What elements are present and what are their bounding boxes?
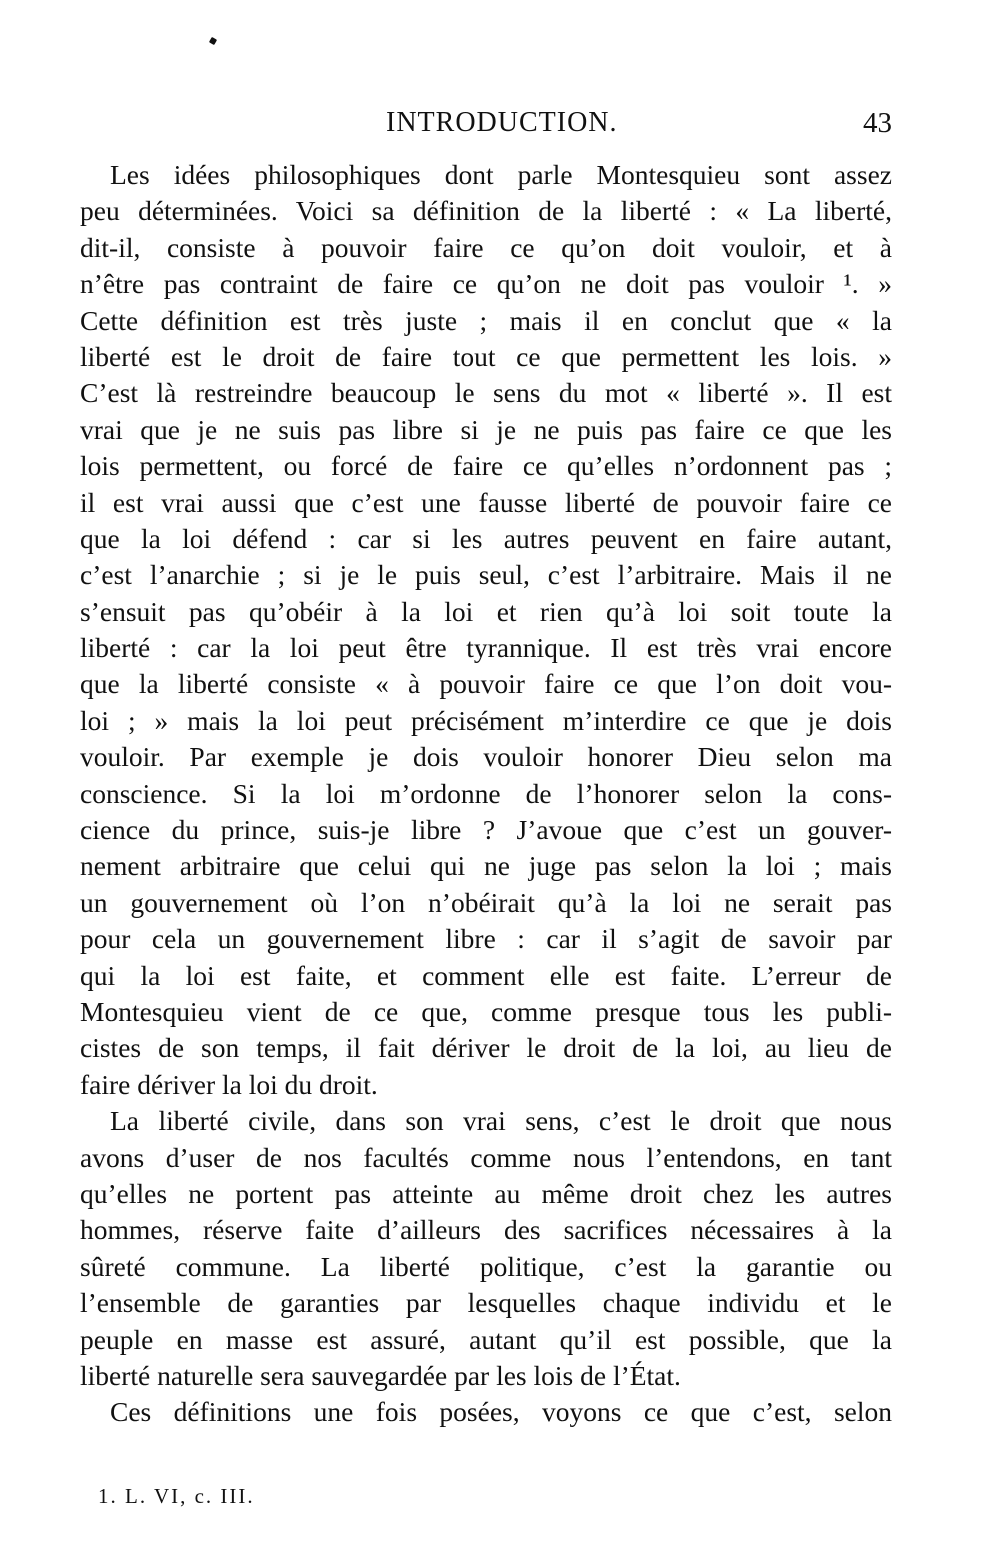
text-line: avons d’user de nos facultés comme nous l’entendons, en tant: [80, 1141, 892, 1173]
text-line: vrai que je ne suis pas libre si je ne puis pas faire ce que les: [80, 413, 892, 445]
text-line: qu’elles ne portent pas atteinte au même droit chez les autres: [80, 1177, 892, 1209]
text-line: Montesquieu vient de ce que, comme presque tous les publi-: [80, 995, 892, 1027]
text-line: C’est là restreindre beaucoup le sens du mot « liberté ». Il est: [80, 377, 892, 409]
text-line: pour cela un gouvernement libre : car il s’agit de savoir par: [80, 923, 892, 955]
text-line: La liberté civile, dans son vrai sens, c’est le droit que nous: [110, 1105, 892, 1137]
text-line: cience du prince, suis-je libre ? J’avoue que c’est un gouver-: [80, 814, 892, 846]
ink-speck: [209, 37, 217, 45]
text-line: que la loi défend : car si les autres peuvent en faire autant,: [80, 522, 892, 554]
text-line: s’ensuit pas qu’obéir à la loi et rien qu’à loi soit toute la: [80, 595, 892, 627]
footnote: 1. L. VI, c. III.: [98, 1484, 255, 1508]
text-line: n’être pas contraint de faire ce qu’on ne doit pas vouloir ¹. »: [80, 268, 892, 300]
page-header: [80, 107, 892, 147]
text-line: Cette définition est très juste ; mais il en conclut que « la: [80, 304, 892, 336]
text-line: il est vrai aussi que c’est une fausse liberté de pouvoir faire ce: [80, 486, 892, 518]
text-line: c’est l’anarchie ; si je le puis seul, c’est l’arbitraire. Mais il ne: [80, 559, 892, 591]
text-line: Ces définitions une fois posées, voyons ce que c’est, selon: [110, 1396, 892, 1428]
page-number: 43: [863, 107, 892, 139]
text-line: qui la loi est faite, et comment elle est faite. L’erreur de: [80, 959, 892, 991]
text-line: dit-il, consiste à pouvoir faire ce qu’on doit vouloir, et à: [80, 231, 892, 263]
text-line: liberté naturelle sera sauvegardée par les lois de l’État.: [80, 1359, 681, 1391]
text-line: peuple en masse est assuré, autant qu’il est possible, que la: [80, 1323, 892, 1355]
text-line: peu déterminées. Voici sa définition de la liberté : « La liberté,: [80, 195, 892, 227]
text-line: lois permettent, ou forcé de faire ce qu’elles n’ordonnent pas ;: [80, 450, 892, 482]
text-line: un gouvernement où l’on n’obéirait qu’à la loi ne serait pas: [80, 886, 892, 918]
text-line: cistes de son temps, il fait dériver le droit de la loi, au lieu de: [80, 1032, 892, 1064]
text-line: l’ensemble de garanties par lesquelles chaque individu et le: [80, 1287, 892, 1319]
body-text: [80, 157, 892, 1431]
text-line: liberté : car la loi peut être tyrannique. Il est très vrai encore: [80, 632, 892, 664]
text-line: loi ; » mais la loi peut précisément m’interdire ce que je dois: [80, 704, 892, 736]
text-line: hommes, réserve faite d’ailleurs des sacrifices nécessaires à la: [80, 1214, 892, 1246]
text-line: conscience. Si la loi m’ordonne de l’honorer selon la cons-: [80, 777, 892, 809]
text-line: liberté est le droit de faire tout ce que permettent les lois. »: [80, 340, 892, 372]
text-line: que la liberté consiste « à pouvoir faire ce que l’on doit vou-: [80, 668, 892, 700]
text-line: Les idées philosophiques dont parle Montesquieu sont assez: [110, 159, 892, 190]
text-line: faire dériver la loi du droit.: [80, 1068, 378, 1100]
text-line: vouloir. Par exemple je dois vouloir honorer Dieu selon ma: [80, 741, 892, 773]
running-title: INTRODUCTION.: [386, 107, 618, 138]
text-line: nement arbitraire que celui qui ne juge pas selon la loi ; mais: [80, 850, 892, 882]
text-line: sûreté commune. La liberté politique, c’est la garantie ou: [80, 1250, 892, 1282]
